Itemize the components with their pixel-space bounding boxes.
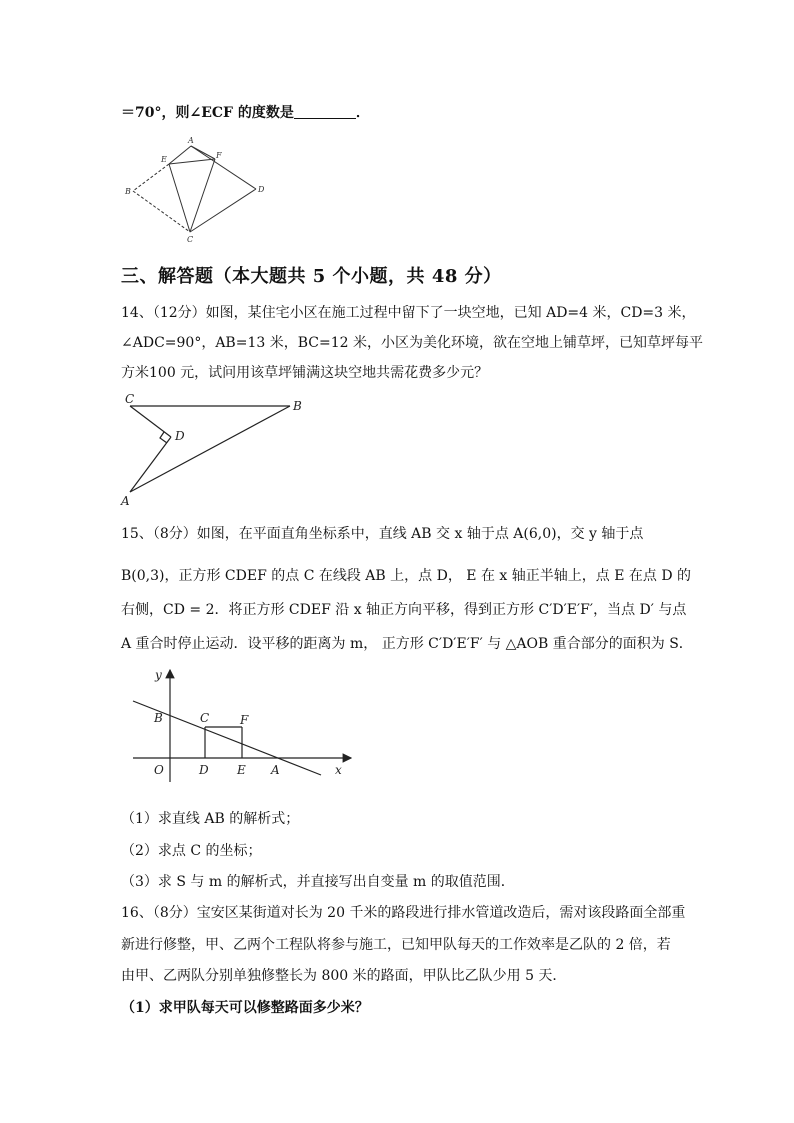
q13-period: ．: [355, 105, 370, 121]
edge-eb-dashed: [133, 164, 169, 191]
edge-cd: [130, 406, 171, 437]
label-a: A: [121, 494, 130, 508]
label-e: E: [161, 155, 167, 164]
q15-sub-2: （2）求点 C 的坐标；: [121, 843, 262, 859]
answer-blank: [294, 104, 356, 119]
q15-graph: [125, 664, 355, 784]
label-f: F: [216, 151, 222, 160]
label-b: B: [125, 187, 131, 196]
q16-line-2: 新进行修整，甲、乙两个工程队将参与施工，已知甲队每天的工作效率是乙队的 2 倍，若: [121, 937, 671, 953]
edge-ef: [169, 159, 215, 164]
label-d: D: [258, 185, 265, 194]
edge-dc: [190, 189, 256, 232]
q15-line-3: 右侧，CD = 2．将正方形 CDEF 沿 x 轴正方向平移，得到正方形 C′D′E′F′，当点 D′ 与点: [121, 602, 687, 618]
label-e: E: [237, 763, 246, 777]
label-c: C: [187, 235, 194, 244]
q13-figure: [118, 134, 268, 246]
q14-line-2: ∠ADC=90°，AB=13 米，BC=12 米，小区为美化环境，欲在空地上铺草坪，已知草坪每平: [121, 335, 703, 351]
q15-sub-1: （1）求直线 AB 的解析式；: [121, 811, 300, 827]
q15-sub-3: （3）求 S 与 m 的解析式，并直接写出自变量 m 的取值范围．: [121, 874, 515, 890]
label-x: x: [335, 763, 342, 777]
q15-line-4: A 重合时停止运动．设平移的距离为 m， 正方形 C′D′E′F′ 与 △AOB 重合部分的面积为 S．: [121, 636, 693, 652]
edge-da: [130, 437, 171, 492]
q14-figure: [118, 390, 318, 508]
q16-sub-1: （1）求甲队每天可以修整路面多少米？: [121, 1000, 369, 1016]
label-b: B: [293, 399, 302, 413]
q13-text-line: [121, 103, 370, 123]
label-y: y: [155, 668, 162, 682]
label-f: F: [240, 713, 249, 727]
q16-line-1: 16、（8分）宝安区某街道对长为 20 千米的路段进行排水管道改造后，需对该段路面全部重: [121, 905, 686, 921]
edge-ce: [169, 164, 190, 232]
label-d: D: [175, 429, 185, 443]
label-b: B: [154, 711, 163, 725]
q14-line-1: 14、（12分）如图，某住宅小区在施工过程中留下了一块空地，已知 AD=4 米，CD=3 米，: [121, 305, 696, 321]
label-c: C: [200, 711, 210, 725]
q14-line-3: 方米100 元，试问用该草坪铺满这块空地共需花费多少元？: [121, 365, 489, 381]
edge-ad: [191, 146, 256, 189]
q15-line-1: 15、（8分）如图，在平面直角坐标系中，直线 AB 交 x 轴于点 A(6,0)，交 y 轴于点: [121, 526, 644, 542]
edge-bc-dashed: [133, 191, 190, 232]
q16-line-3: 由甲、乙两队分别单独修整长为 800 米的路面，甲队比乙队少用 5 天．: [121, 968, 567, 984]
edge-af: [191, 146, 215, 159]
label-a: A: [271, 763, 280, 777]
label-o: O: [154, 763, 164, 777]
section-title: 三、解答题（本大题共 5 个小题，共 48 分）: [121, 266, 502, 287]
edge-ea: [169, 146, 191, 164]
label-d: D: [199, 763, 209, 777]
q15-line-2: B(0,3)，正方形 CDEF 的点 C 在线段 AB 上，点 D， E 在 x 轴正半轴上，点 E 在点 D 的: [121, 568, 691, 584]
q13-text: ＝70°，则∠ECF 的度数是: [121, 105, 294, 121]
label-a: A: [188, 136, 194, 145]
edge-cf: [190, 159, 215, 232]
label-c: C: [125, 392, 135, 406]
edge-ab: [130, 406, 290, 492]
